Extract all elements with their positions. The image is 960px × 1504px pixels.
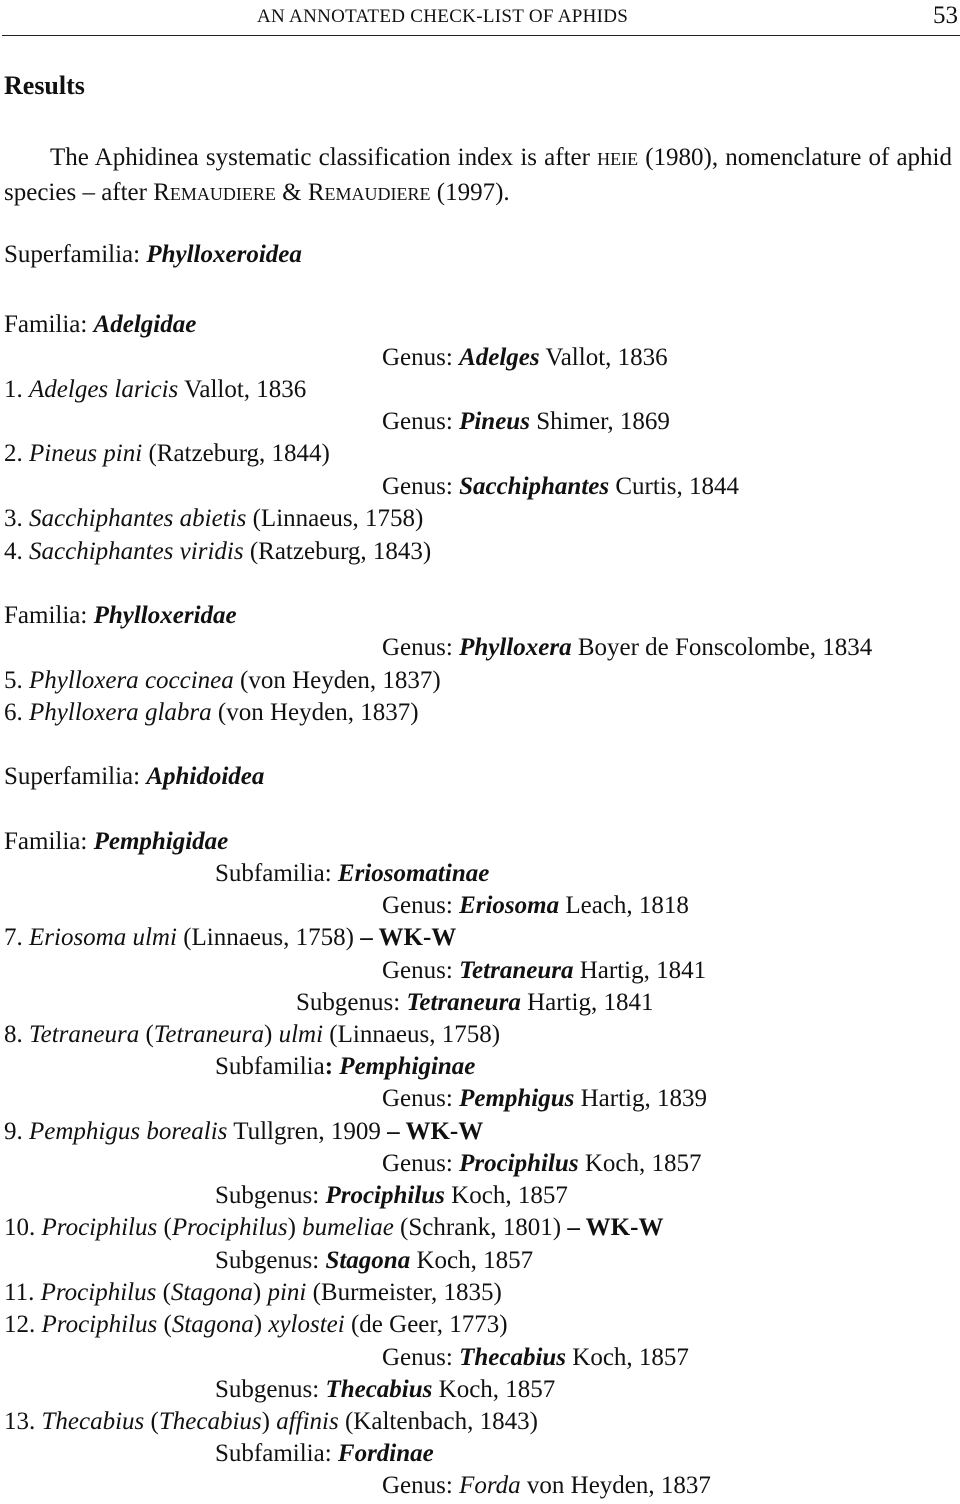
subgenus-name: Thecabius <box>158 1408 262 1435</box>
subfamily-heading <box>215 859 489 889</box>
punctuation: ( <box>144 1408 159 1435</box>
species-entry <box>4 1117 483 1147</box>
genus-heading <box>382 891 689 921</box>
rank-label: Genus: <box>382 892 460 919</box>
rank-label: Familia: <box>4 602 94 629</box>
genus-heading <box>382 1343 689 1373</box>
author-citation: Tullgren, 1909 <box>227 1118 388 1145</box>
author-citation: Curtis, 1844 <box>609 473 739 500</box>
author-citation: (Linnaeus, 1758) <box>176 924 361 951</box>
entry-number: 9. <box>4 1118 29 1145</box>
entry-number: 8. <box>4 1021 29 1048</box>
subfamily-name: Pemphiginae <box>339 1053 476 1080</box>
author-citation: (Ratzeburg, 1843) <box>243 538 432 565</box>
author-citation: Leach, 1818 <box>559 892 689 919</box>
genus-heading <box>382 1084 707 1114</box>
genus-name: Pineus <box>29 440 98 467</box>
author-citation: (Burmeister, 1835) <box>306 1279 502 1306</box>
author-citation: Hartig, 1841 <box>520 989 654 1016</box>
family-heading <box>4 310 196 340</box>
genus-heading <box>382 343 668 373</box>
genus-name: Tetraneura <box>459 957 574 984</box>
status-tag: – WK-W <box>567 1214 664 1241</box>
author-citation: Vallot, 1836 <box>178 376 307 403</box>
entry-number: 11. <box>4 1279 41 1306</box>
genus-name: Pemphigus <box>29 1118 141 1145</box>
subfamily-name: Eriosomatinae <box>337 860 490 887</box>
entry-number: 10. <box>4 1214 42 1241</box>
running-title: AN ANNOTATED CHECK-LIST OF APHIDS <box>257 6 629 27</box>
entry-number: 4. <box>4 538 29 565</box>
author-citation: Hartig, 1839 <box>574 1085 707 1112</box>
author-citation: Koch, 1857 <box>432 1376 556 1403</box>
author-citation: (Kaltenbach, 1843) <box>338 1408 538 1435</box>
genus-name: Prociphilus <box>40 1279 157 1306</box>
intro-text-part: & R <box>275 179 325 206</box>
punctuation: ) <box>261 1408 277 1435</box>
rank-label: Genus: <box>382 1085 460 1112</box>
genus-name: Phylloxera <box>29 667 139 694</box>
intro-text <box>4 141 952 211</box>
genus-heading <box>382 956 706 986</box>
genus-name: Forda <box>459 1472 521 1499</box>
species-entry <box>4 1278 502 1308</box>
species-epithet: laricis <box>108 376 179 403</box>
entry-number: 2. <box>4 440 29 467</box>
rank-label: Subgenus: <box>215 1247 326 1274</box>
rank-label: Subfamilia: <box>215 1440 338 1467</box>
genus-name: Prociphilus <box>459 1150 579 1177</box>
entry-number: 7. <box>4 924 29 951</box>
subgenus-heading <box>215 1246 533 1276</box>
genus-name: Sacchiphantes <box>29 505 174 532</box>
subgenus-name: Tetraneura <box>406 989 521 1016</box>
rank-label: Genus: <box>382 634 460 661</box>
punctuation: ) <box>287 1214 303 1241</box>
section-heading: Results <box>4 71 85 100</box>
genus-heading <box>382 407 670 437</box>
genus-heading <box>382 1471 711 1501</box>
species-entry <box>4 1020 500 1050</box>
genus-name: Phylloxera <box>459 634 572 661</box>
subgenus-heading <box>215 1375 555 1405</box>
genus-heading <box>382 472 739 502</box>
species-entry <box>4 504 423 534</box>
rank-label: Genus: <box>382 344 460 371</box>
author-citation: Koch, 1857 <box>410 1247 534 1274</box>
rank-label: Genus: <box>382 1150 460 1177</box>
species-epithet: pini <box>97 440 143 467</box>
genus-heading <box>382 633 872 663</box>
species-entry <box>4 666 441 696</box>
genus-name: Phylloxera <box>29 699 139 726</box>
species-entry <box>4 698 419 728</box>
subgenus-name: Tetraneura <box>153 1021 265 1048</box>
author-citation: Koch, 1857 <box>578 1150 702 1177</box>
species-entry <box>4 1310 508 1340</box>
rank-label: Subfamilia: <box>215 860 338 887</box>
superfamily-name: Aphidoidea <box>146 763 265 790</box>
entry-number: 5. <box>4 667 29 694</box>
subgenus-heading <box>215 1181 568 1211</box>
author-citation: (de Geer, 1773) <box>344 1311 508 1338</box>
author-citation: (von Heyden, 1837) <box>211 699 419 726</box>
genus-name: Prociphilus <box>41 1214 158 1241</box>
punctuation: ( <box>156 1279 171 1306</box>
species-epithet: bumeliae <box>302 1214 394 1241</box>
author-citation: (Linnaeus, 1758) <box>246 505 424 532</box>
punctuation: ( <box>157 1311 172 1338</box>
species-entry <box>4 537 431 567</box>
subgenus-heading <box>296 988 653 1018</box>
genus-heading <box>382 1149 701 1179</box>
rank-label: Familia: <box>4 828 94 855</box>
subgenus-name: Prociphilus <box>171 1214 288 1241</box>
punctuation: ) <box>264 1021 279 1048</box>
author-citation: (Linnaeus, 1758) <box>323 1021 501 1048</box>
header-rule <box>2 35 960 36</box>
rank-label: Subgenus: <box>215 1182 326 1209</box>
species-entry <box>4 1407 538 1437</box>
species-epithet: xylostei <box>268 1311 345 1338</box>
punctuation: : <box>324 1053 340 1080</box>
genus-name: Sacchiphantes <box>29 538 174 565</box>
intro-text-part: (1980), nomenclature of aphid species – after R <box>4 144 952 206</box>
subgenus-name: Prociphilus <box>325 1182 445 1209</box>
species-entry <box>4 923 456 953</box>
punctuation: ) <box>253 1311 269 1338</box>
rank-label: Genus: <box>382 1472 460 1499</box>
genus-name: Adelges <box>29 376 109 403</box>
species-epithet: glabra <box>138 699 212 726</box>
author-citation: (von Heyden, 1837) <box>233 667 441 694</box>
punctuation: ( <box>157 1214 172 1241</box>
subgenus-name: Stagona <box>170 1279 253 1306</box>
species-entry <box>4 1213 663 1243</box>
author-citation: Shimer, 1869 <box>529 408 670 435</box>
author-citation: Hartig, 1841 <box>573 957 707 984</box>
species-entry <box>4 375 306 405</box>
author-citation: von Heyden, 1837 <box>520 1472 711 1499</box>
genus-name: Sacchiphantes <box>459 473 610 500</box>
genus-name: Tetraneura <box>29 1021 140 1048</box>
family-name: Phylloxeridae <box>93 602 237 629</box>
rank-label: Genus: <box>382 1344 460 1371</box>
rank-label: Subgenus: <box>215 1376 326 1403</box>
species-epithet: ulmi <box>278 1021 324 1048</box>
species-epithet: affinis <box>276 1408 339 1435</box>
author-remaudiere: EMAUDIERE <box>324 184 431 204</box>
author-remaudiere: EMAUDIERE <box>169 184 276 204</box>
running-header <box>0 0 960 40</box>
entry-number: 6. <box>4 699 29 726</box>
family-heading <box>4 601 237 631</box>
author-citation: Koch, 1857 <box>444 1182 568 1209</box>
rank-label: Superfamilia: <box>4 241 147 268</box>
subfamily-heading <box>215 1439 434 1469</box>
rank-label: Subfamilia <box>215 1053 325 1080</box>
genus-name: Thecabius <box>459 1344 567 1371</box>
superfamily-heading <box>4 762 264 792</box>
species-epithet: borealis <box>140 1118 228 1145</box>
subfamily-name: Fordinae <box>337 1440 434 1467</box>
species-epithet: abietis <box>173 505 247 532</box>
genus-name: Pemphigus <box>459 1085 575 1112</box>
species-epithet: coccinea <box>138 667 234 694</box>
species-epithet: pini <box>267 1279 307 1306</box>
author-citation: Vallot, 1836 <box>539 344 668 371</box>
subgenus-name: Stagona <box>325 1247 411 1274</box>
species-epithet: viridis <box>173 538 244 565</box>
entry-number: 13. <box>4 1408 42 1435</box>
subgenus-name: Thecabius <box>325 1376 433 1403</box>
entry-number: 1. <box>4 376 29 403</box>
genus-name: Prociphilus <box>41 1311 158 1338</box>
rank-label: Genus: <box>382 957 460 984</box>
superfamily-name: Phylloxeroidea <box>146 241 302 268</box>
entry-number: 3. <box>4 505 29 532</box>
author-heie: HEIE <box>597 149 639 169</box>
rank-label: Genus: <box>382 408 460 435</box>
punctuation: ) <box>252 1279 268 1306</box>
superfamily-heading <box>4 240 302 270</box>
punctuation: ( <box>139 1021 154 1048</box>
rank-label: Familia: <box>4 311 94 338</box>
rank-label: Superfamilia: <box>4 763 147 790</box>
author-citation: (Ratzeburg, 1844) <box>142 440 330 467</box>
rank-label: Subgenus: <box>296 989 407 1016</box>
species-entry <box>4 439 330 469</box>
genus-name: Adelges <box>459 344 540 371</box>
author-citation: (Schrank, 1801) <box>393 1214 568 1241</box>
intro-paragraph <box>4 141 952 211</box>
author-citation: Boyer de Fonscolombe, 1834 <box>571 634 873 661</box>
status-tag: – WK-W <box>387 1118 484 1145</box>
genus-name: Eriosoma <box>29 924 127 951</box>
family-heading <box>4 827 228 857</box>
author-citation: Koch, 1857 <box>566 1344 689 1371</box>
rank-label: Genus: <box>382 473 460 500</box>
subfamily-heading <box>215 1052 475 1082</box>
intro-text-part: The Aphidinea systematic classification index is after <box>50 144 598 171</box>
species-epithet: ulmi <box>126 924 177 951</box>
status-tag: – WK-W <box>360 924 457 951</box>
entry-number: 12. <box>4 1311 42 1338</box>
subgenus-name: Stagona <box>171 1311 254 1338</box>
genus-name: Thecabius <box>41 1408 145 1435</box>
intro-text-part: (1997). <box>430 179 510 206</box>
family-name: Adelgidae <box>93 311 197 338</box>
page-number: 53 <box>933 2 958 29</box>
genus-name: Pineus <box>459 408 530 435</box>
family-name: Pemphigidae <box>93 828 229 855</box>
genus-name: Eriosoma <box>459 892 560 919</box>
